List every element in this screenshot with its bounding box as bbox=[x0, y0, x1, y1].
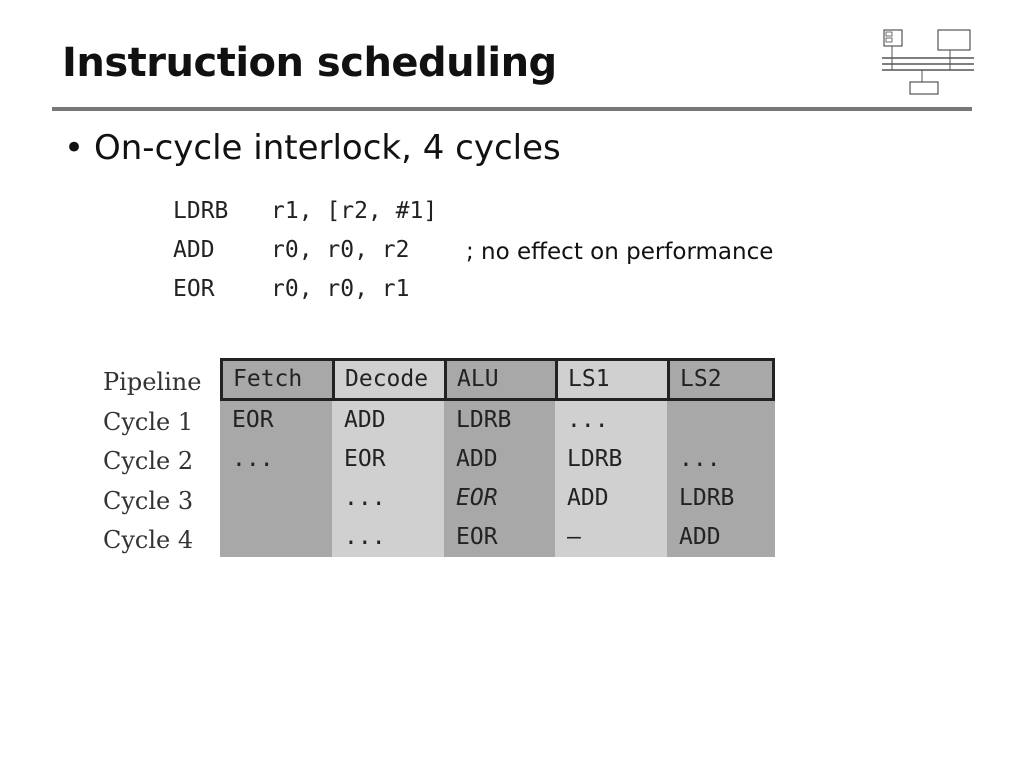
pipeline-table bbox=[220, 358, 775, 557]
pipeline-cell: LDRB bbox=[667, 479, 775, 518]
pipeline-column-header: Fetch bbox=[220, 358, 332, 401]
bullet-dot-icon: • bbox=[64, 128, 85, 168]
code-operands: r0, r0, r2 bbox=[271, 237, 410, 263]
pipeline-cell bbox=[220, 518, 332, 557]
pipeline-cell: ... bbox=[332, 479, 444, 518]
cycle-label: Cycle 3 bbox=[103, 486, 194, 515]
pipeline-column-alu bbox=[444, 358, 555, 557]
code-opcode: LDRB bbox=[173, 198, 229, 224]
pipeline-column-ls2 bbox=[667, 358, 775, 557]
pipeline-column-decode bbox=[332, 358, 444, 557]
pipeline-cell: ... bbox=[220, 440, 332, 479]
pipeline-column-ls1 bbox=[555, 358, 667, 557]
architecture-diagram-icon bbox=[880, 26, 976, 96]
pipeline-column-header: LS2 bbox=[667, 358, 775, 401]
code-opcode: ADD bbox=[173, 237, 215, 263]
pipeline-cell: ADD bbox=[555, 479, 667, 518]
cycle-label: Cycle 2 bbox=[103, 447, 194, 475]
pipeline-row-header: Pipeline bbox=[103, 368, 202, 396]
pipeline-cell: ... bbox=[332, 518, 444, 557]
pipeline-column-fetch bbox=[220, 358, 332, 557]
pipeline-column-header: ALU bbox=[444, 358, 555, 401]
code-opcode: EOR bbox=[173, 276, 215, 302]
pipeline-cell: LDRB bbox=[555, 440, 667, 479]
code-operands: r1, [r2, #1] bbox=[271, 198, 438, 224]
pipeline-cell: ... bbox=[555, 401, 667, 440]
pipeline-cell: EOR bbox=[220, 401, 332, 440]
cycle-label: Cycle 1 bbox=[103, 407, 194, 436]
code-line bbox=[173, 276, 410, 315]
bullet-text: On-cycle interlock, 4 cycles bbox=[94, 128, 561, 168]
pipeline-cell bbox=[220, 479, 332, 518]
pipeline-column-header: LS1 bbox=[555, 358, 667, 401]
bullet-point bbox=[64, 128, 561, 168]
code-block bbox=[173, 198, 438, 315]
code-line bbox=[173, 198, 438, 237]
pipeline-column-header: Decode bbox=[332, 358, 444, 401]
code-line bbox=[173, 237, 410, 276]
pipeline-cell: EOR bbox=[332, 440, 444, 479]
pipeline-cell: ... bbox=[667, 440, 775, 479]
pipeline-cell bbox=[667, 401, 775, 440]
pipeline-cell: ADD bbox=[444, 440, 555, 479]
pipeline-cell: — bbox=[555, 518, 667, 557]
code-operands: r0, r0, r1 bbox=[271, 276, 410, 302]
code-comment: ; no effect on performance bbox=[466, 239, 774, 265]
pipeline-cell: EOR bbox=[444, 518, 555, 557]
title-divider bbox=[52, 107, 972, 111]
pipeline-cell: ADD bbox=[332, 401, 444, 440]
pipeline-cell: EOR bbox=[444, 479, 555, 518]
pipeline-cell: LDRB bbox=[444, 401, 555, 440]
page-title: Instruction scheduling bbox=[62, 40, 557, 86]
cycle-label: Cycle 4 bbox=[103, 526, 194, 554]
pipeline-cell: ADD bbox=[667, 518, 775, 557]
pipeline-row-labels bbox=[103, 363, 201, 561]
